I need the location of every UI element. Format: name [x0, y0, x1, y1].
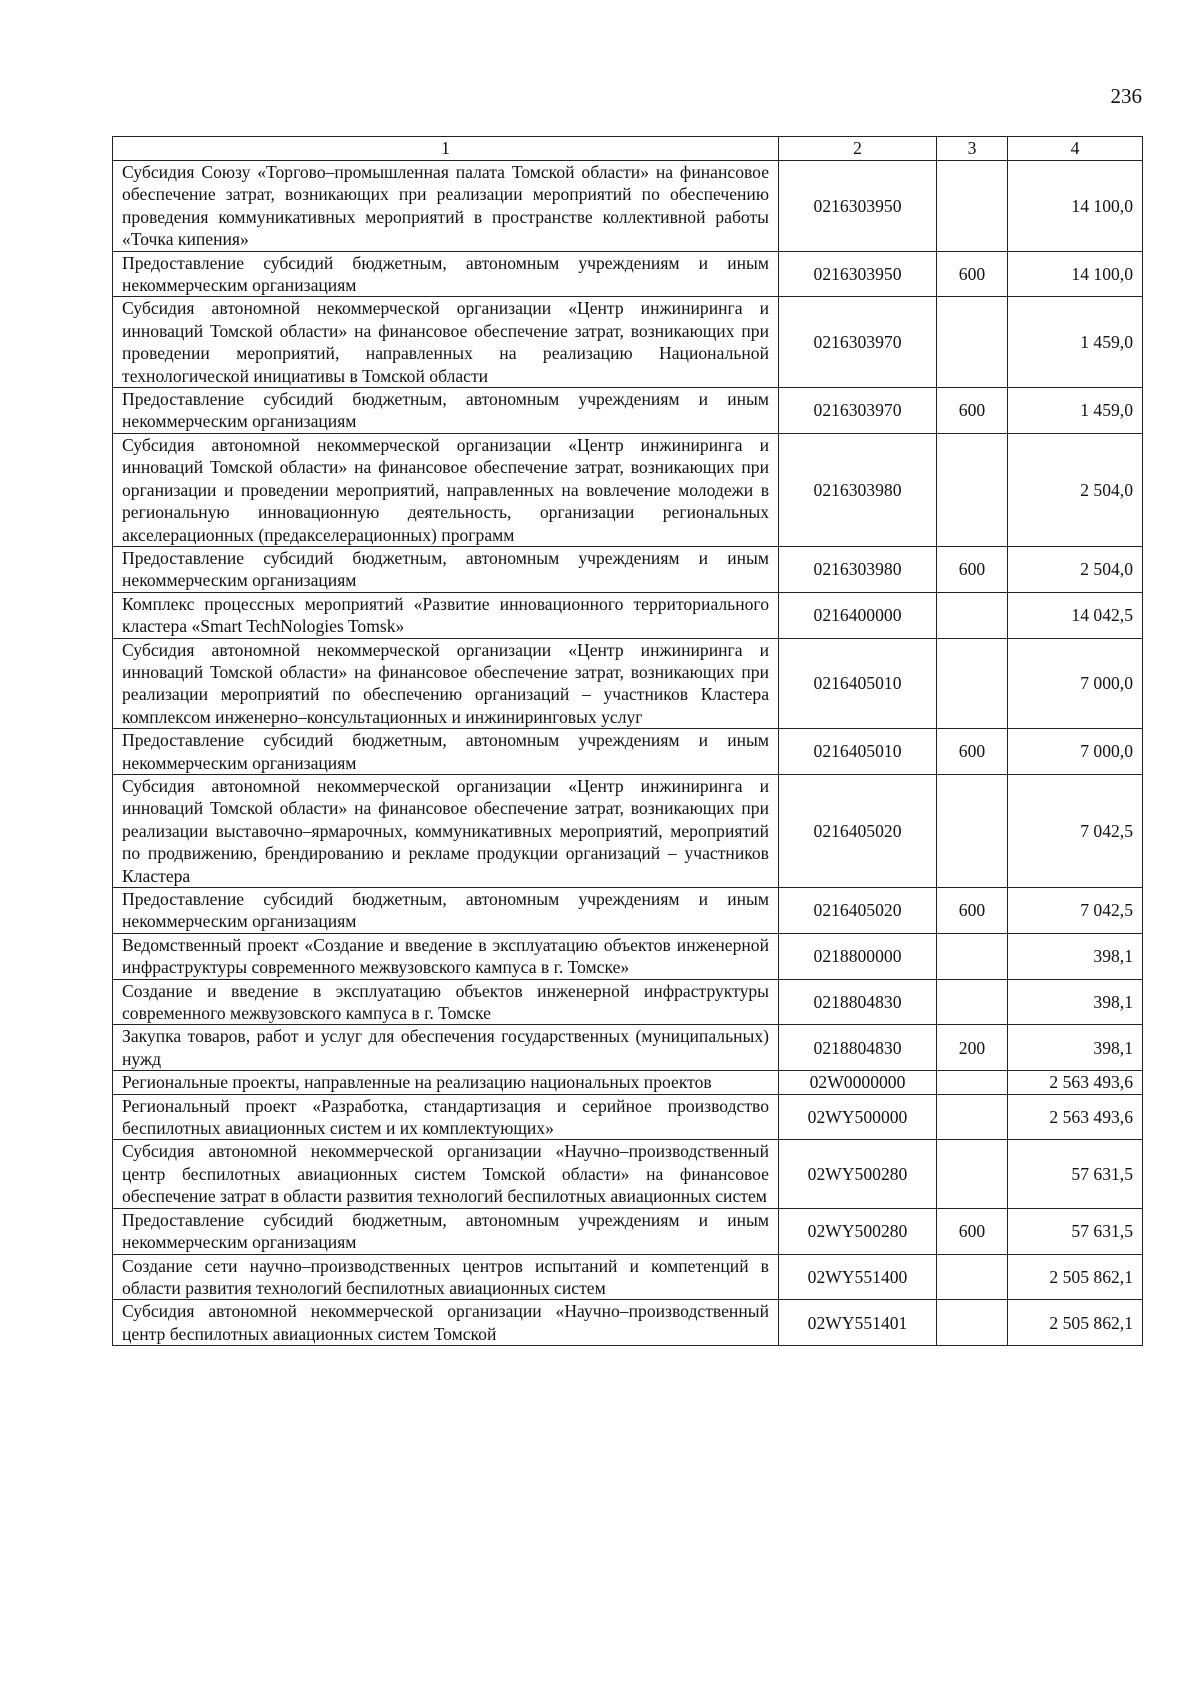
- row-amount: 2 504,0: [1008, 546, 1143, 592]
- table-row: [113, 1140, 1143, 1208]
- row-expense-type: [937, 592, 1008, 638]
- row-name: Создание сети научно–производственных центров испытаний и компетенций в области развития технологий беспилотных авиационных систем: [113, 1254, 779, 1300]
- row-amount: 398,1: [1008, 979, 1143, 1025]
- row-amount: 398,1: [1008, 1025, 1143, 1071]
- header-col-2: 2: [779, 137, 937, 161]
- row-code: 02WY551401: [779, 1300, 937, 1346]
- row-code: 0216303980: [779, 546, 937, 592]
- row-code: 0216405010: [779, 638, 937, 729]
- row-name: Предоставление субсидий бюджетным, автономным учреждениям и иным некоммерческим организациям: [113, 1208, 779, 1254]
- table-row: [113, 251, 1143, 297]
- row-amount: 14 100,0: [1008, 251, 1143, 297]
- row-name: Закупка товаров, работ и услуг для обеспечения государственных (муниципальных) нужд: [113, 1025, 779, 1071]
- row-amount: 1 459,0: [1008, 297, 1143, 388]
- row-name: Предоставление субсидий бюджетным, автономным учреждениям и иным некоммерческим организациям: [113, 729, 779, 775]
- row-amount: 57 631,5: [1008, 1140, 1143, 1208]
- table-row: [113, 592, 1143, 638]
- row-expense-type: [937, 933, 1008, 979]
- row-code: 02WY500280: [779, 1140, 937, 1208]
- header-row: [113, 137, 1143, 161]
- table-row: [113, 979, 1143, 1025]
- row-amount: 7 000,0: [1008, 638, 1143, 729]
- row-code: 0218804830: [779, 979, 937, 1025]
- table-row: [113, 1254, 1143, 1300]
- row-code: 0216303950: [779, 251, 937, 297]
- table-row: [113, 1071, 1143, 1094]
- row-expense-type: [937, 1094, 1008, 1140]
- table-row: [113, 1300, 1143, 1346]
- table-row: [113, 729, 1143, 775]
- row-expense-type: 600: [937, 251, 1008, 297]
- row-expense-type: [937, 1300, 1008, 1346]
- header-col-4: 4: [1008, 137, 1143, 161]
- row-expense-type: [937, 433, 1008, 546]
- row-expense-type: [937, 979, 1008, 1025]
- row-name: Субсидия автономной некоммерческой организации «Центр инжиниринга и инноваций Томской области» на финансовое обеспечение затрат, возникающих при реализации выставочно–ярмарочных, коммуникативных мероприятий, мероприятий по продвижению, брендированию и рекламе продукции организаций – участников Кластера: [113, 774, 779, 887]
- row-amount: 2 505 862,1: [1008, 1300, 1143, 1346]
- row-amount: 14 100,0: [1008, 161, 1143, 252]
- row-code: 0218800000: [779, 933, 937, 979]
- row-code: 0216400000: [779, 592, 937, 638]
- row-code: 0216303970: [779, 388, 937, 434]
- row-amount: 14 042,5: [1008, 592, 1143, 638]
- row-expense-type: [937, 1140, 1008, 1208]
- row-expense-type: [937, 161, 1008, 252]
- row-expense-type: 200: [937, 1025, 1008, 1071]
- row-name: Ведомственный проект «Создание и введение в эксплуатацию объектов инженерной инфраструктуры современного межвузовского кампуса в г. Томске»: [113, 933, 779, 979]
- row-expense-type: [937, 774, 1008, 887]
- table-row: [113, 546, 1143, 592]
- row-expense-type: [937, 1254, 1008, 1300]
- row-expense-type: 600: [937, 729, 1008, 775]
- table-row: [113, 1208, 1143, 1254]
- row-amount: 2 505 862,1: [1008, 1254, 1143, 1300]
- table-row: [113, 1094, 1143, 1140]
- row-code: 0216303970: [779, 297, 937, 388]
- row-expense-type: 600: [937, 888, 1008, 934]
- row-name: Региональные проекты, направленные на реализацию национальных проектов: [113, 1071, 779, 1094]
- row-expense-type: 600: [937, 546, 1008, 592]
- row-name: Субсидия автономной некоммерческой организации «Центр инжиниринга и инноваций Томской области» на финансовое обеспечение затрат, возникающих при реализации мероприятий по обеспечению организаций – участников Кластера комплексом инженерно–консультационных и инжиниринговых услуг: [113, 638, 779, 729]
- table-row: [113, 388, 1143, 434]
- row-amount: 7 042,5: [1008, 774, 1143, 887]
- row-code: 02W0000000: [779, 1071, 937, 1094]
- row-expense-type: 600: [937, 388, 1008, 434]
- row-amount: 2 563 493,6: [1008, 1071, 1143, 1094]
- table-row: [113, 433, 1143, 546]
- row-name: Региональный проект «Разработка, стандартизация и серийное производство беспилотных авиационных систем и их комплектующих»: [113, 1094, 779, 1140]
- row-name: Предоставление субсидий бюджетным, автономным учреждениям и иным некоммерческим организациям: [113, 251, 779, 297]
- table-row: [113, 888, 1143, 934]
- page-number: 236: [1110, 84, 1142, 108]
- header-col-1: 1: [113, 137, 779, 161]
- table-row: [113, 774, 1143, 887]
- row-code: 0216405020: [779, 888, 937, 934]
- header-col-3: 3: [937, 137, 1008, 161]
- row-code: 0218804830: [779, 1025, 937, 1071]
- table-row: [113, 638, 1143, 729]
- row-name: Предоставление субсидий бюджетным, автономным учреждениям и иным некоммерческим организациям: [113, 388, 779, 434]
- row-name: Субсидия автономной некоммерческой организации «Центр инжиниринга и инноваций Томской области» на финансовое обеспечение затрат, возникающих при проведении мероприятий, направленных на реализацию Национальной технологической инициативы в Томской области: [113, 297, 779, 388]
- row-amount: 2 504,0: [1008, 433, 1143, 546]
- row-code: 0216303980: [779, 433, 937, 546]
- row-amount: 7 042,5: [1008, 888, 1143, 934]
- row-amount: 398,1: [1008, 933, 1143, 979]
- row-amount: 7 000,0: [1008, 729, 1143, 775]
- table-row: [113, 933, 1143, 979]
- row-name: Субсидия Союзу «Торгово–промышленная палата Томской области» на финансовое обеспечение затрат, возникающих при реализации мероприятий по обеспечению проведения коммуникативных мероприятий в пространстве коллективной работы «Точка кипения»: [113, 161, 779, 252]
- row-expense-type: [937, 1071, 1008, 1094]
- table-row: [113, 1025, 1143, 1071]
- row-code: 02WY500000: [779, 1094, 937, 1140]
- row-expense-type: [937, 638, 1008, 729]
- budget-table: [112, 136, 1143, 1346]
- row-code: 0216405020: [779, 774, 937, 887]
- row-name: Создание и введение в эксплуатацию объектов инженерной инфраструктуры современного межвузовского кампуса в г. Томске: [113, 979, 779, 1025]
- row-code: 0216303950: [779, 161, 937, 252]
- row-code: 02WY500280: [779, 1208, 937, 1254]
- row-amount: 2 563 493,6: [1008, 1094, 1143, 1140]
- row-name: Субсидия автономной некоммерческой организации «Центр инжиниринга и инноваций Томской области» на финансовое обеспечение затрат, возникающих при организации и проведении мероприятий, направленных на вовлечение молодежи в региональную инновационную деятельность, организации региональных акселерационных (предакселерационных) программ: [113, 433, 779, 546]
- row-expense-type: [937, 297, 1008, 388]
- row-expense-type: 600: [937, 1208, 1008, 1254]
- row-code: 0216405010: [779, 729, 937, 775]
- table-row: [113, 161, 1143, 252]
- row-code: 02WY551400: [779, 1254, 937, 1300]
- row-name: Предоставление субсидий бюджетным, автономным учреждениям и иным некоммерческим организациям: [113, 546, 779, 592]
- row-name: Предоставление субсидий бюджетным, автономным учреждениям и иным некоммерческим организациям: [113, 888, 779, 934]
- row-amount: 1 459,0: [1008, 388, 1143, 434]
- row-amount: 57 631,5: [1008, 1208, 1143, 1254]
- table-row: [113, 297, 1143, 388]
- row-name: Субсидия автономной некоммерческой организации «Научно–производственный центр беспилотных авиационных систем Томской области» на финансовое обеспечение затрат в области развития технологий беспилотных авиационных систем: [113, 1140, 779, 1208]
- row-name: Комплекс процессных мероприятий «Развитие инновационного территориального кластера «Smart TechNologies Tomsk»: [113, 592, 779, 638]
- row-name: Субсидия автономной некоммерческой организации «Научно–производственный центр беспилотных авиационных систем Томской: [113, 1300, 779, 1346]
